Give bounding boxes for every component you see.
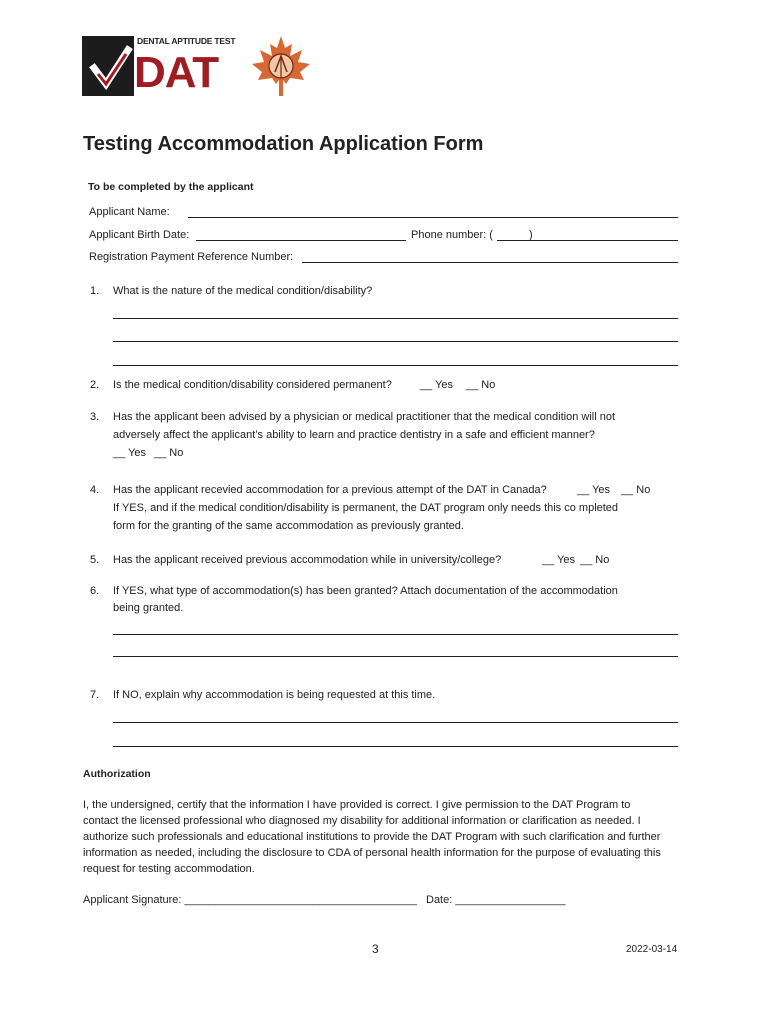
page-number: 3 — [372, 942, 379, 956]
payment-ref-field[interactable] — [302, 262, 678, 263]
q3-text-line-2: adversely affect the applicant’s ability to learn and practice dentistry in a safe and efficient manner? — [113, 429, 595, 441]
q6-answer-line-1[interactable] — [113, 634, 678, 635]
dat-logo-checkmark-box — [82, 36, 134, 96]
q1-text: What is the nature of the medical condition/disability? — [113, 285, 373, 297]
q4-no-option[interactable]: __ No — [621, 484, 651, 496]
q4-text-line-2: If YES, and if the medical condition/disability is permanent, the DAT program only needs this co mpleted — [113, 502, 619, 514]
q1-answer-line-2[interactable] — [113, 341, 678, 342]
q2-no-option[interactable]: __ No — [466, 379, 496, 391]
q3-yes-option[interactable]: __ Yes — [113, 447, 147, 459]
q3-no-option[interactable]: __ No — [154, 447, 184, 459]
authorization-line-4: information as needed, including the disclosure to CDA of personal health information for the purpose of evaluating this — [83, 847, 661, 859]
q4-text-line-3: form for the granting of the same accommodation as previously granted. — [113, 520, 464, 532]
q1-number: 1. — [90, 285, 100, 297]
birth-date-field[interactable] — [196, 240, 406, 241]
q3-text-line-1: Has the applicant been advised by a physician or medical practitioner that the medical condition will not — [113, 411, 616, 423]
q7-answer-line-1[interactable] — [113, 722, 678, 723]
maple-leaf-emblem-icon — [248, 34, 314, 100]
checkmark-icon — [82, 36, 134, 96]
q6-text-line-1: If YES, what type of accommodation(s) has been granted? Attach documentation of the accommodation — [113, 585, 618, 597]
phone-field[interactable] — [497, 240, 678, 241]
q5-number: 5. — [90, 554, 100, 566]
authorization-line-1: I, the undersigned, certify that the information I have provided is correct. I give permission to the DAT Program to — [83, 799, 631, 811]
q2-number: 2. — [90, 379, 100, 391]
authorization-line-2: contact the licensed professional who diagnosed my disability for additional information or clarification as needed. I — [83, 815, 641, 827]
q4-yes-option[interactable]: __ Yes — [577, 484, 611, 496]
q1-answer-line-3[interactable] — [113, 365, 678, 366]
signature-field[interactable]: Applicant Signature: ______________________________________ — [83, 894, 417, 906]
q5-text: Has the applicant received previous accommodation while in university/college? — [113, 554, 502, 566]
q5-yes-option[interactable]: __ Yes — [542, 554, 576, 566]
q6-number: 6. — [90, 585, 100, 597]
birth-date-label: Applicant Birth Date: — [89, 229, 190, 241]
logo-wordmark: DAT — [134, 48, 219, 97]
q4-text-line-1: Has the applicant recevied accommodation for a previous attempt of the DAT in Canada? — [113, 484, 547, 496]
form-title: Testing Accommodation Application Form — [83, 133, 484, 155]
q5-no-option[interactable]: __ No — [580, 554, 610, 566]
logo-subtitle: DENTAL APTITUDE TEST — [137, 36, 236, 46]
q7-answer-line-2[interactable] — [113, 746, 678, 747]
q1-answer-line-1[interactable] — [113, 318, 678, 319]
signature-date-field[interactable]: Date: __________________ — [426, 894, 566, 906]
q7-number: 7. — [90, 689, 100, 701]
q4-number: 4. — [90, 484, 100, 496]
authorization-line-5: request for testing accommodation. — [83, 863, 255, 875]
payment-ref-label: Registration Payment Reference Number: — [89, 251, 294, 263]
intro-text: To be completed by the applicant — [88, 181, 254, 193]
authorization-heading: Authorization — [83, 768, 151, 780]
q3-number: 3. — [90, 411, 100, 423]
authorization-line-3: authorize such professionals and educational institutions to provide the DAT Program with such clarification and further — [83, 831, 661, 843]
q6-answer-line-2[interactable] — [113, 656, 678, 657]
q2-yes-option[interactable]: __ Yes — [420, 379, 454, 391]
footer-date: 2022-03-14 — [626, 944, 678, 955]
phone-label: Phone number: ( — [411, 229, 493, 241]
applicant-name-field[interactable] — [188, 217, 678, 218]
q7-text: If NO, explain why accommodation is being requested at this time. — [113, 689, 436, 701]
q2-text: Is the medical condition/disability considered permanent? — [113, 379, 392, 391]
phone-paren: ) — [529, 229, 533, 241]
applicant-name-label: Applicant Name: — [89, 206, 170, 218]
q6-text-line-2: being granted. — [113, 602, 184, 614]
